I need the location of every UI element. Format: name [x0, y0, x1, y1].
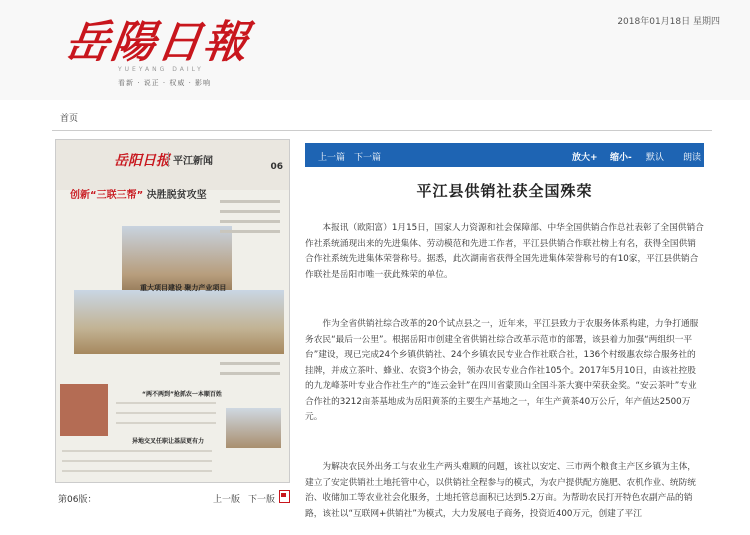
thumbnail-subhead[interactable]: “两不两到”抢抓农一本顺百姓: [142, 391, 222, 398]
default-size-button[interactable]: 默认: [646, 153, 665, 163]
article-paragraph: 为解决农民外出务工与农业生产两头难顾的问题，该社以安定、三市两个粮食主产区乡镇为主体，建立了安定供销社土地托管中心，以供销社全程参与的模式，为农户提供配方施肥、农机作业、统防统治、收储加工等农业社会化服务，土地托管总面积已达到5.2万亩。为帮助农民打开特色农副产品的销路，该社以“互联网+供销社”为模式，大力发展电子商务，投资近400万元，创建了平江: [305, 462, 696, 519]
thumbnail-text-line: [220, 220, 280, 223]
thumbnail-text-line: [220, 362, 280, 365]
zoom-in-button[interactable]: 放大+: [572, 153, 598, 163]
thumbnail-text-line: [62, 460, 212, 462]
article-paragraph: 本报讯（欧阳富）1月15日，国家人力资源和社会保障部、中华全国供销合作总社表彰了全国供销合作社系统涌现出来的先进集体、劳动模范和先进工作者，平江县供销合作联社榜上有名，获得全国供销合作社系统先进集体荣誉称号。据悉，此次湖南省获得全国先进集体荣誉称号的有10家，平江县供销合作联社是岳阳市唯一获此殊荣的单位。: [305, 223, 704, 280]
next-article-link[interactable]: 下一篇: [354, 153, 382, 163]
article-paragraph: 作为全省供销社综合改革的20个试点县之一，近年来，平江县致力于农服务体系构建，力争打通服务农民“最后一公里”。根据岳阳市创建全省供销社综合改革示范市的部署，该县着力加强“两组织一平台”建设，现已完成24个乡镇供销社、24个乡镇农民专业合作社联合社，136个村级惠农综合服务社的挂牌，并成立茶叶、蜂业、农资3个协会，领办农民专业合作社105个。2017年5月10日，由该社控股的九龙峰茶叶专业合作社生产的“连云金针”在四川省蒙顶山全国斗茶大赛中荣获金奖。“安云茶叶”专业合作社的3212亩茶基地成为岳阳黄茶的主要生产基地之一，年生产黄茶40万公斤，年产值达2500万元。: [305, 319, 699, 422]
thumbnail-photo-people: [60, 384, 108, 436]
headline-mid: “三联三帮”: [90, 190, 144, 201]
thumbnail-text-line: [220, 372, 280, 375]
article-title: 平江县供销社获全国殊荣: [416, 182, 593, 200]
thumbnail-headline[interactable]: [70, 186, 207, 201]
thumbnail-text-line: [116, 412, 216, 414]
thumbnail-text-line: [116, 422, 216, 424]
date-label: 2018年01月18日 星期四: [617, 17, 720, 27]
thumbnail-text-line: [220, 230, 280, 233]
read-aloud-button[interactable]: 朗读: [683, 153, 702, 163]
logo-slogan: 看新 · 说正 · 权威 · 影响: [118, 79, 212, 87]
zoom-out-button[interactable]: 缩小-: [610, 153, 632, 163]
newspaper-logo[interactable]: 岳陽日報: [61, 17, 253, 68]
thumbnail-photo-site: [226, 408, 281, 448]
thumbnail-logo: 岳阳日报: [114, 153, 170, 169]
thumbnail-section: 平江新闻: [168, 152, 213, 167]
logo-english: YUEYANG DAILY: [118, 66, 204, 73]
thumbnail-photo-construction: [74, 290, 284, 354]
headline-suffix: 决胜脱贫攻坚: [143, 190, 207, 201]
prev-article-link[interactable]: 上一篇: [318, 153, 346, 163]
page-label: 第06版：: [58, 495, 97, 505]
thumbnail-text-line: [220, 210, 280, 213]
thumbnail-text-line: [220, 200, 280, 203]
masthead: [0, 0, 750, 100]
next-page-link[interactable]: 下一版: [248, 495, 276, 505]
thumbnail-text-line: [62, 450, 212, 452]
page-thumbnail[interactable]: [55, 139, 290, 483]
headline-prefix: 创新: [70, 190, 90, 201]
thumbnail-subhead[interactable]: 重大项目建设 聚力产业项目: [140, 284, 227, 292]
prev-page-link[interactable]: 上一版: [213, 495, 241, 505]
thumbnail-text-line: [62, 470, 212, 472]
article-toolbar: [305, 143, 704, 167]
thumbnail-subhead[interactable]: 异地交叉任职让基层更有力: [132, 438, 205, 445]
thumbnail-text-line: [116, 402, 216, 404]
pdf-icon[interactable]: [279, 490, 290, 503]
home-link[interactable]: 首页: [60, 114, 79, 124]
thumbnail-page-number: 06: [270, 162, 283, 172]
nav-bar: [52, 108, 712, 131]
